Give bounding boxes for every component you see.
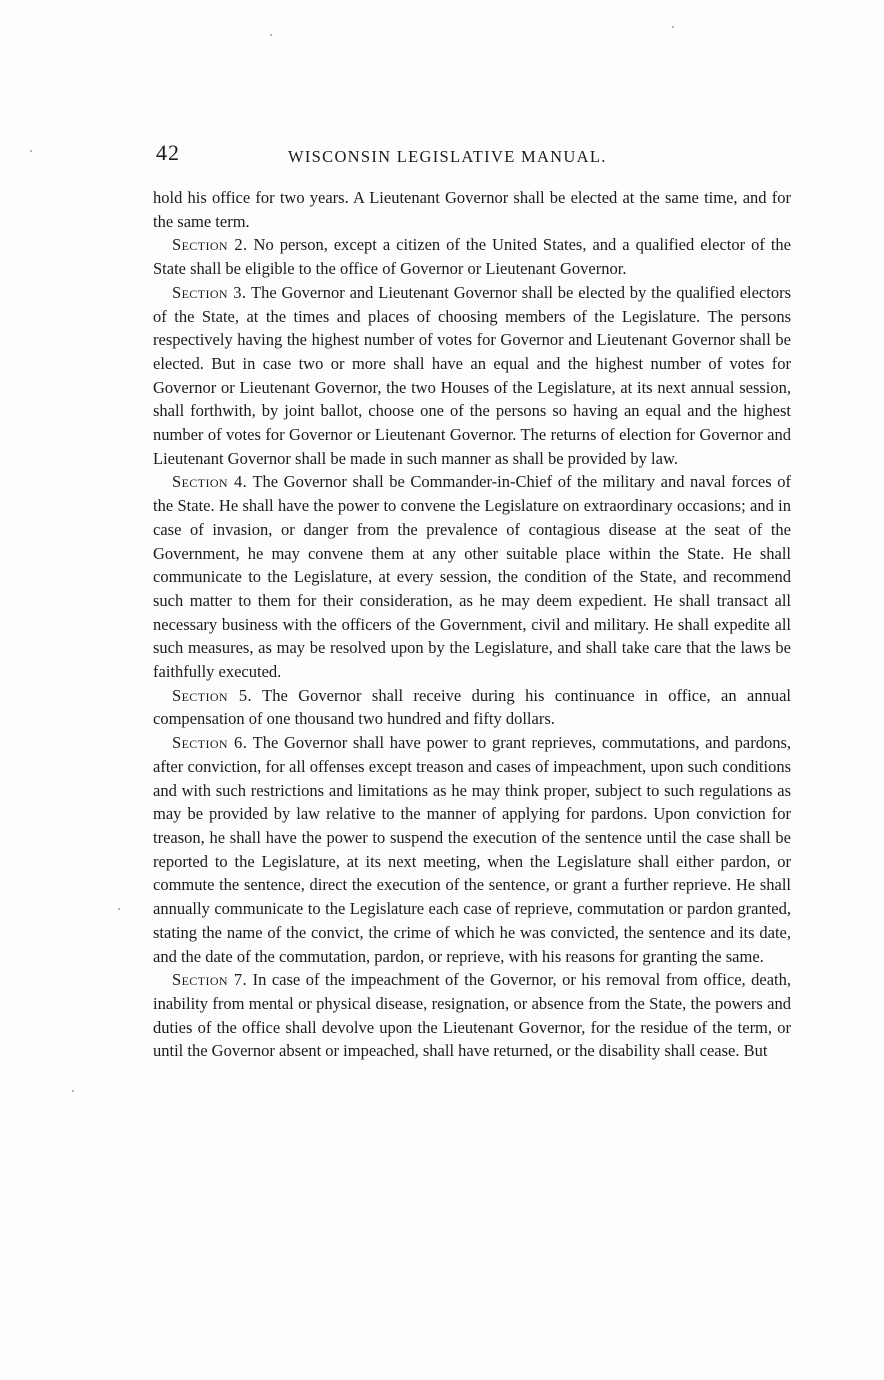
page-number: 42	[156, 140, 180, 165]
section-label: Section 2.	[172, 235, 248, 255]
scan-speck	[72, 1090, 74, 1092]
section-label: Section 3.	[172, 282, 247, 302]
running-head: WISCONSIN LEGISLATIVE MANUAL.	[288, 147, 607, 166]
section-text: The Governor and Lieutenant Governor shall be elected by the qualified electors of the State, at the times and places of choosing members of the Legislature. The persons respectively having the highest number of votes for Governor and Lieutenant Governor shall be elected. But in case two or more shall have an equal and the highest number of votes for Governor or Lieutenant Governor, the two Houses of the Legislature, at its next annual session, shall forthwith, by joint ballot, choose one of the persons so having an equal and the highest number of votes for Governor or Lieutenant Governor. The returns of election for Governor and Lieutenant Governor shall be made in such manner as shall be provided by law.	[153, 282, 792, 468]
section-text: The Governor shall be Commander-in-Chief of the military and naval forces of the State. He shall have the power to convene the Legislature on extraordinary occasions; and in case of invasion, or danger from the prevalence of contagious disease at the seat of the Government, he may convene them at any other suitable place within the State. He shall communicate to the Legislature, at every session, the condition of the State, and recommend such matter to them for their consideration, as he may deem expedient. He shall transact all necessary business with the officers of the Government, civil and military. He shall expedite all such measures, as may be resolved upon by the Legislature, and shall take care that the laws be faithfully executed.	[153, 472, 791, 682]
continued-paragraph: hold his office for two years. A Lieutenant Governor shall be elected at the same time, and for the same term.	[153, 188, 791, 231]
section-text: The Governor shall receive during his continuance in office, an annual compensation of one thousand two hundred and fifty dollars.	[153, 685, 792, 729]
section-label: Section 5.	[172, 685, 252, 705]
scan-speck	[672, 26, 674, 28]
page-header	[156, 140, 676, 170]
scan-speck	[118, 908, 120, 910]
section-text: No person, except a citizen of the United States, and a qualified elector of the State shall be eligible to the office of Governor or Lieutenant Governor.	[153, 235, 792, 279]
section-label: Section 6.	[172, 733, 248, 753]
section-2-paragraph	[153, 233, 791, 280]
section-5-paragraph	[153, 684, 791, 731]
body-text	[153, 186, 791, 1063]
section-text: The Governor shall have power to grant reprieves, commutations, and pardons, after conviction, for all offenses except treason and cases of impeachment, upon such conditions and with such restrictions and limitations as he may think proper, subject to such regulations as may be provided by law relative to the manner of applying for pardons. Upon conviction for treason, he shall have the power to suspend the execution of the sentence until the case shall be reported to the Legislature, at its next meeting, when the Legislature shall either pardon, or commute the sentence, direct the execution of the sentence, or grant a further reprieve. He shall annually communicate to the Legislature each case of reprieve, commutation or pardon granted, stating the name of the convict, the crime of which he was convicted, the sentence and its date, and the date of the commutation, pardon, or reprieve, with his reasons for granting the same.	[153, 733, 792, 966]
section-label: Section 7.	[172, 970, 248, 990]
scan-speck	[30, 150, 32, 152]
section-3-paragraph	[153, 281, 791, 471]
scan-speck	[270, 34, 272, 36]
section-label: Section 4.	[172, 472, 248, 492]
section-6-paragraph	[153, 731, 791, 968]
section-text: In case of the impeachment of the Governor, or his removal from office, death, inability from mental or physical disease, resignation, or absence from the State, the powers and duties of the office shall devolve upon the Lieutenant Governor, for the residue of the term, or until the Governor absent or impeached, shall have returned, or the disability shall cease. But	[153, 970, 792, 1061]
section-4-paragraph	[153, 470, 791, 683]
section-7-paragraph	[153, 968, 791, 1063]
